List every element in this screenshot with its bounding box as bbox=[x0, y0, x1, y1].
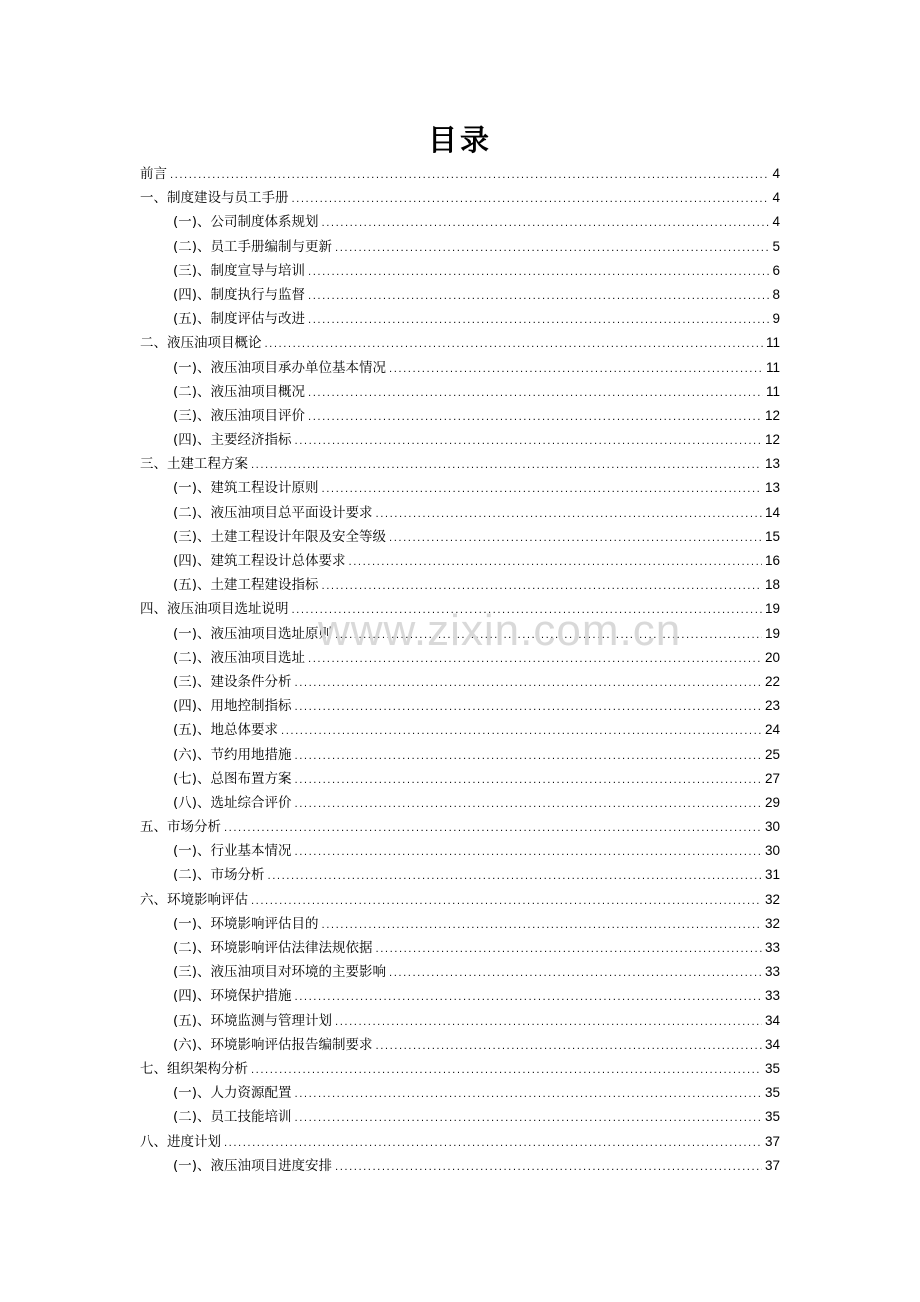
toc-entry-page-number: 11 bbox=[765, 335, 780, 351]
toc-dot-leader bbox=[308, 648, 762, 672]
toc-entry-page-number: 13 bbox=[764, 480, 780, 496]
toc-entry[interactable] bbox=[140, 1154, 780, 1178]
toc-entry[interactable] bbox=[140, 476, 780, 500]
toc-entry[interactable] bbox=[140, 912, 780, 936]
toc-dot-leader bbox=[335, 237, 769, 261]
toc-dot-leader bbox=[389, 962, 762, 986]
toc-entry[interactable] bbox=[140, 863, 780, 887]
toc-entry-label: (四)、建筑工程设计总体要求 bbox=[173, 553, 346, 569]
toc-entry-label: 五、市场分析 bbox=[140, 819, 221, 836]
toc-entry[interactable] bbox=[140, 1057, 780, 1081]
toc-entry-page-number: 33 bbox=[764, 940, 780, 955]
toc-entry-page-number: 15 bbox=[764, 528, 780, 544]
toc-dot-leader bbox=[349, 551, 762, 575]
toc-entry-label: (五)、制度评估与改进 bbox=[173, 311, 306, 328]
toc-entry-label: (一)、液压油项目承办单位基本情况 bbox=[173, 359, 387, 376]
toc-entry[interactable] bbox=[140, 597, 780, 621]
table-of-contents bbox=[140, 162, 780, 1178]
toc-entry-page-number: 12 bbox=[764, 407, 780, 423]
toc-entry[interactable] bbox=[140, 984, 780, 1008]
toc-dot-leader bbox=[295, 793, 762, 817]
toc-entry[interactable] bbox=[140, 1105, 780, 1129]
toc-dot-leader bbox=[295, 696, 762, 720]
toc-entry-label: 八、进度计划 bbox=[140, 1133, 221, 1150]
toc-dot-leader bbox=[281, 720, 762, 744]
toc-entry[interactable] bbox=[140, 259, 780, 283]
toc-entry[interactable] bbox=[140, 162, 780, 186]
toc-entry-page-number: 33 bbox=[764, 964, 780, 980]
toc-dot-leader bbox=[322, 914, 762, 938]
toc-entry[interactable] bbox=[140, 1130, 780, 1154]
toc-dot-leader bbox=[295, 1107, 762, 1131]
toc-dot-leader bbox=[322, 575, 762, 599]
toc-entry-page-number: 27 bbox=[764, 770, 780, 786]
toc-entry[interactable] bbox=[140, 525, 780, 549]
toc-entry[interactable] bbox=[140, 428, 780, 452]
toc-entry-label: (一)、建筑工程设计原则 bbox=[173, 480, 319, 497]
toc-dot-leader bbox=[389, 527, 762, 551]
toc-entry-page-number: 30 bbox=[764, 819, 780, 835]
toc-entry-label: (二)、环境影响评估法律法规依据 bbox=[173, 940, 373, 956]
toc-dot-leader bbox=[251, 890, 762, 914]
toc-entry[interactable] bbox=[140, 646, 780, 670]
toc-entry[interactable] bbox=[140, 307, 780, 331]
toc-entry[interactable] bbox=[140, 815, 780, 839]
toc-entry-label: (五)、环境监测与管理计划 bbox=[173, 1012, 333, 1029]
toc-entry-page-number: 35 bbox=[764, 1109, 780, 1125]
toc-title: 目录 bbox=[427, 123, 492, 157]
toc-entry[interactable] bbox=[140, 1033, 780, 1057]
toc-entry[interactable] bbox=[140, 743, 780, 767]
toc-entry-label: (三)、液压油项目对环境的主要影响 bbox=[173, 964, 387, 981]
toc-entry-page-number: 11 bbox=[765, 383, 780, 399]
toc-dot-leader bbox=[295, 745, 762, 769]
toc-entry-page-number: 35 bbox=[764, 1085, 780, 1101]
toc-dot-leader bbox=[295, 672, 762, 696]
toc-entry-page-number: 23 bbox=[764, 698, 780, 714]
toc-dot-leader bbox=[308, 406, 762, 430]
toc-dot-leader bbox=[224, 817, 762, 841]
toc-entry-page-number: 37 bbox=[764, 1157, 780, 1173]
toc-dot-leader bbox=[251, 454, 762, 478]
toc-entry[interactable] bbox=[140, 767, 780, 791]
toc-entry-label: (四)、制度执行与监督 bbox=[173, 286, 306, 303]
toc-entry-page-number: 16 bbox=[764, 553, 780, 568]
toc-dot-leader bbox=[224, 1132, 762, 1156]
toc-entry-label: (三)、制度宣导与培训 bbox=[173, 262, 306, 279]
toc-entry-page-number: 34 bbox=[764, 1036, 780, 1052]
toc-entry-page-number: 37 bbox=[764, 1133, 780, 1149]
toc-entry-label: (二)、液压油项目概况 bbox=[173, 383, 306, 400]
toc-entry-label: (六)、环境影响评估报告编制要求 bbox=[173, 1036, 373, 1053]
toc-entry-page-number: 4 bbox=[772, 190, 780, 206]
toc-dot-leader bbox=[170, 164, 769, 188]
toc-entry-label: (四)、环境保护措施 bbox=[173, 988, 292, 1005]
toc-dot-leader bbox=[308, 309, 769, 333]
toc-entry[interactable] bbox=[140, 549, 780, 573]
toc-entry-page-number: 32 bbox=[764, 891, 780, 907]
toc-entry-page-number: 12 bbox=[764, 432, 780, 448]
toc-entry-page-number: 29 bbox=[764, 794, 780, 810]
watermark: www.zixin.com.cn bbox=[318, 606, 682, 655]
toc-entry[interactable] bbox=[140, 380, 780, 404]
toc-dot-leader bbox=[335, 624, 762, 648]
toc-entry-label: 二、液压油项目概论 bbox=[140, 335, 262, 352]
toc-entry[interactable] bbox=[140, 791, 780, 815]
toc-entry[interactable] bbox=[140, 452, 780, 476]
toc-entry[interactable] bbox=[140, 331, 780, 355]
toc-dot-leader bbox=[308, 285, 769, 309]
toc-entry-label: 六、环境影响评估 bbox=[140, 891, 248, 908]
toc-dot-leader bbox=[335, 1156, 762, 1180]
toc-entry-page-number: 32 bbox=[764, 915, 780, 931]
toc-dot-leader bbox=[322, 212, 770, 236]
toc-entry-label: (六)、节约用地措施 bbox=[173, 746, 292, 763]
toc-entry[interactable] bbox=[140, 210, 780, 234]
toc-entry-label: (五)、土建工程建设指标 bbox=[173, 577, 319, 594]
toc-entry-label: (五)、地总体要求 bbox=[173, 722, 279, 739]
toc-entry[interactable] bbox=[140, 404, 780, 428]
toc-entry-page-number: 11 bbox=[765, 359, 780, 375]
toc-entry-label: 四、液压油项目选址说明 bbox=[140, 601, 289, 618]
toc-entry-label: (二)、员工技能培训 bbox=[173, 1109, 292, 1126]
toc-entry-page-number: 19 bbox=[764, 625, 780, 641]
toc-entry[interactable] bbox=[140, 888, 780, 912]
toc-entry[interactable] bbox=[140, 694, 780, 718]
toc-dot-leader bbox=[295, 430, 762, 454]
toc-entry-page-number: 33 bbox=[764, 988, 780, 1004]
toc-entry-page-number: 6 bbox=[772, 262, 780, 278]
toc-entry-label: (二)、液压油项目总平面设计要求 bbox=[173, 504, 373, 521]
toc-entry-page-number: 18 bbox=[764, 577, 780, 593]
toc-entry-label: (八)、选址综合评价 bbox=[173, 794, 292, 811]
toc-entry-label: (二)、员工手册编制与更新 bbox=[173, 238, 333, 255]
toc-entry[interactable] bbox=[140, 186, 780, 210]
toc-entry-page-number: 30 bbox=[764, 843, 780, 859]
toc-entry-page-number: 25 bbox=[764, 746, 780, 762]
toc-entry[interactable] bbox=[140, 501, 780, 525]
toc-entry-label: 三、土建工程方案 bbox=[140, 456, 248, 473]
toc-dot-leader bbox=[295, 986, 762, 1010]
toc-entry-page-number: 5 bbox=[772, 238, 780, 254]
toc-entry-page-number: 35 bbox=[764, 1060, 780, 1076]
toc-entry-page-number: 24 bbox=[764, 722, 780, 738]
toc-dot-leader bbox=[292, 188, 770, 212]
toc-entry-page-number: 4 bbox=[772, 214, 780, 230]
toc-entry-label: (一)、公司制度体系规划 bbox=[173, 214, 319, 231]
toc-entry-label: (三)、土建工程设计年限及安全等级 bbox=[173, 528, 387, 545]
toc-entry[interactable] bbox=[140, 1009, 780, 1033]
toc-entry-page-number: 20 bbox=[764, 649, 780, 665]
toc-dot-leader bbox=[251, 1059, 762, 1083]
toc-entry-label: (七)、总图布置方案 bbox=[173, 770, 292, 787]
toc-entry-label: 前言 bbox=[140, 166, 167, 182]
toc-dot-leader bbox=[389, 358, 763, 382]
toc-entry[interactable] bbox=[140, 235, 780, 259]
toc-entry-label: (一)、人力资源配置 bbox=[173, 1085, 292, 1102]
toc-dot-leader bbox=[295, 1083, 762, 1107]
toc-entry[interactable] bbox=[140, 573, 780, 597]
toc-entry-label: (四)、主要经济指标 bbox=[173, 432, 292, 449]
toc-entry[interactable] bbox=[140, 356, 780, 380]
toc-dot-leader bbox=[265, 333, 763, 357]
toc-dot-leader bbox=[376, 1035, 762, 1059]
toc-entry-label: (三)、液压油项目评价 bbox=[173, 407, 306, 424]
toc-entry-page-number: 14 bbox=[764, 504, 780, 520]
toc-entry[interactable] bbox=[140, 283, 780, 307]
toc-entry-page-number: 34 bbox=[764, 1012, 780, 1028]
toc-entry[interactable] bbox=[140, 936, 780, 960]
toc-entry-label: (一)、环境影响评估目的 bbox=[173, 915, 319, 932]
toc-entry-page-number: 9 bbox=[772, 311, 780, 327]
toc-entry-page-number: 4 bbox=[772, 166, 780, 181]
toc-dot-leader bbox=[308, 261, 769, 285]
toc-entry[interactable] bbox=[140, 670, 780, 694]
toc-entry[interactable] bbox=[140, 622, 780, 646]
toc-entry[interactable] bbox=[140, 718, 780, 742]
toc-dot-leader bbox=[376, 503, 762, 527]
toc-entry-page-number: 22 bbox=[764, 673, 780, 689]
toc-entry-label: (一)、液压油项目进度安排 bbox=[173, 1157, 333, 1174]
toc-entry-label: (一)、液压油项目选址原则 bbox=[173, 625, 333, 642]
toc-entry-label: (二)、液压油项目选址 bbox=[173, 649, 306, 666]
toc-entry-label: (二)、市场分析 bbox=[173, 867, 265, 884]
toc-entry-page-number: 8 bbox=[772, 286, 780, 302]
toc-entry[interactable] bbox=[140, 839, 780, 863]
toc-entry-label: (一)、行业基本情况 bbox=[173, 843, 292, 860]
toc-dot-leader bbox=[295, 769, 762, 793]
toc-dot-leader bbox=[335, 1011, 762, 1035]
toc-dot-leader bbox=[292, 599, 762, 623]
toc-entry-page-number: 19 bbox=[764, 601, 780, 617]
toc-entry-page-number: 31 bbox=[764, 867, 780, 883]
toc-entry-page-number: 13 bbox=[764, 456, 780, 472]
toc-entry-label: 七、组织架构分析 bbox=[140, 1060, 248, 1077]
toc-entry-label: (三)、建设条件分析 bbox=[173, 673, 292, 690]
toc-dot-leader bbox=[295, 841, 762, 865]
toc-dot-leader bbox=[376, 938, 762, 962]
toc-dot-leader bbox=[308, 382, 763, 406]
toc-entry[interactable] bbox=[140, 1081, 780, 1105]
toc-entry[interactable] bbox=[140, 960, 780, 984]
toc-entry-label: 一、制度建设与员工手册 bbox=[140, 190, 289, 207]
toc-dot-leader bbox=[268, 865, 762, 889]
toc-entry-label: (四)、用地控制指标 bbox=[173, 698, 292, 715]
toc-dot-leader bbox=[322, 478, 762, 502]
